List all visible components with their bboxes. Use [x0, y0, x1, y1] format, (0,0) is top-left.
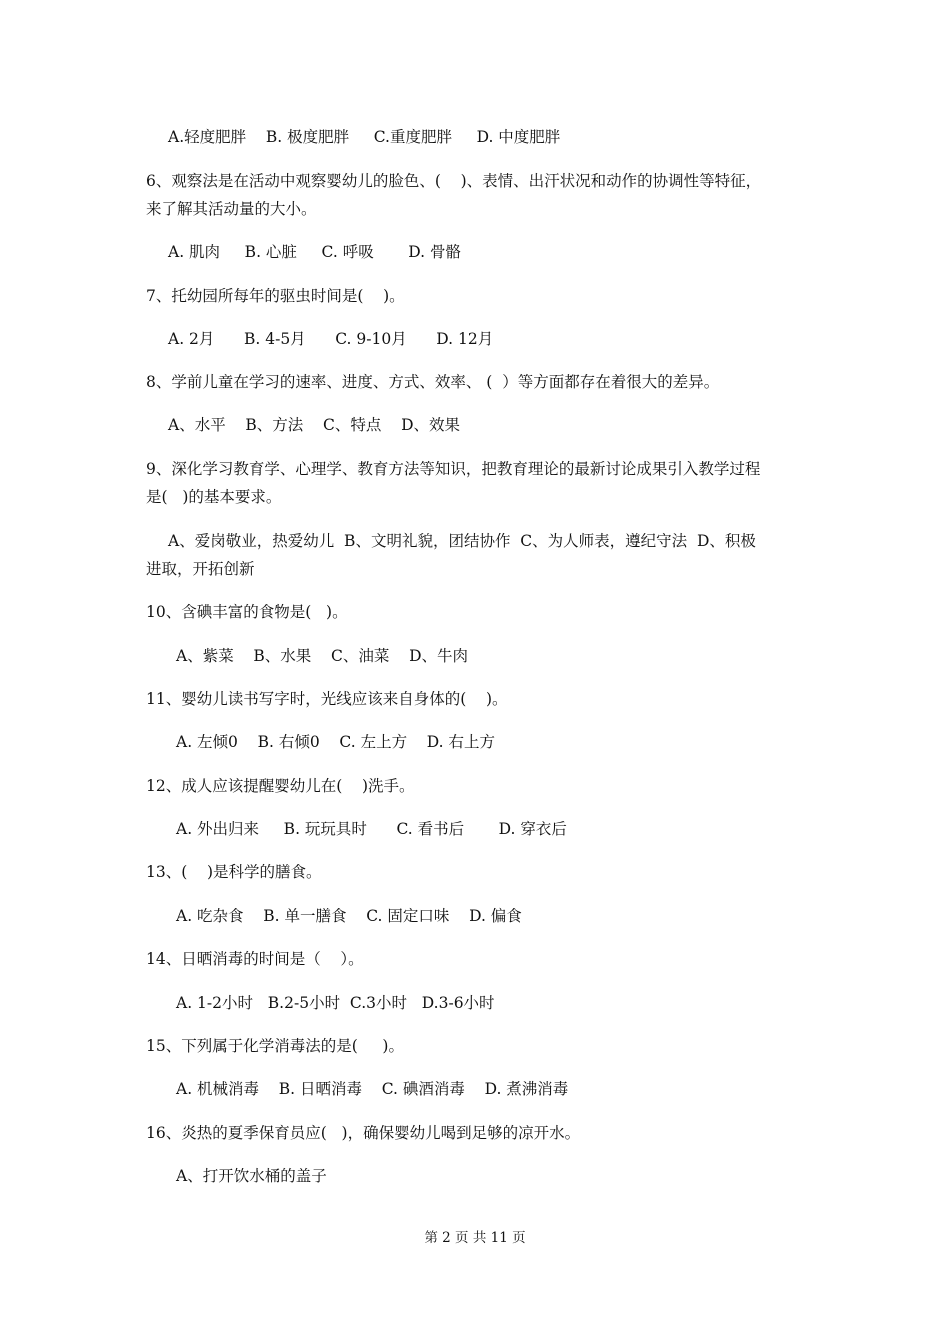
q9-options-line1: A、爱岗敬业，热爱幼儿 B、文明礼貌，团结协作 C、为人师表，遵纪守法 D、积极 [168, 532, 756, 550]
q7-options: A. 2月 B. 4-5月 C. 9-10月 D. 12月 [168, 330, 494, 348]
q9-options-line2: 进取，开拓创新 [146, 560, 255, 578]
q14-text: 14、日晒消毒的时间是（ ）。 [146, 950, 364, 968]
q16-text: 16、炎热的夏季保育员应( )，确保婴幼儿喝到足够的凉开水。 [146, 1124, 581, 1142]
q15-text: 15、下列属于化学消毒法的是( )。 [146, 1037, 404, 1055]
q6-text-line2: 来了解其活动量的大小。 [146, 200, 317, 218]
q8-text: 8、学前儿童在学习的速率、进度、方式、效率、 ( ）等方面都存在着很大的差异。 [146, 373, 720, 391]
q9-text-line2: 是( )的基本要求。 [146, 488, 282, 506]
q12-text: 12、成人应该提醒婴幼儿在( )洗手。 [146, 777, 415, 795]
q6-options: A. 肌肉 B. 心脏 C. 呼吸 D. 骨骼 [168, 243, 461, 261]
q8-options: A、水平 B、方法 C、特点 D、效果 [168, 416, 460, 434]
q15-options: A. 机械消毒 B. 日晒消毒 C. 碘酒消毒 D. 煮沸消毒 [176, 1080, 569, 1098]
q11-text: 11、婴幼儿读书写字时，光线应该来自身体的( )。 [146, 690, 508, 708]
q10-options: A、紫菜 B、水果 C、油菜 D、牛肉 [176, 647, 468, 665]
q16-option-a: A、打开饮水桶的盖子 [176, 1167, 327, 1185]
q13-options: A. 吃杂食 B. 单一膳食 C. 固定口味 D. 偏食 [176, 907, 522, 925]
q9-text-line1: 9、深化学习教育学、心理学、教育方法等知识，把教育理论的最新讨论成果引入教学过程 [146, 460, 761, 478]
q14-options: A. 1-2小时 B.2-5小时 C.3小时 D.3-6小时 [176, 994, 495, 1012]
q6-text-line1: 6、观察法是在活动中观察婴幼儿的脸色、( )、表情、出汗状况和动作的协调性等特征， [146, 172, 762, 190]
q7-text: 7、托幼园所每年的驱虫时间是( )。 [146, 287, 405, 305]
q10-text: 10、含碘丰富的食物是( )。 [146, 603, 348, 621]
q12-options: A. 外出归来 B. 玩玩具时 C. 看书后 D. 穿衣后 [176, 820, 567, 838]
q13-text: 13、( )是科学的膳食。 [146, 863, 322, 881]
q5-options: A.轻度肥胖 B. 极度肥胖 C.重度肥胖 D. 中度肥胖 [168, 128, 561, 146]
page-footer: 第 2 页 共 11 页 [424, 1230, 526, 1246]
q11-options: A. 左倾0 B. 右倾0 C. 左上方 D. 右上方 [176, 733, 496, 751]
